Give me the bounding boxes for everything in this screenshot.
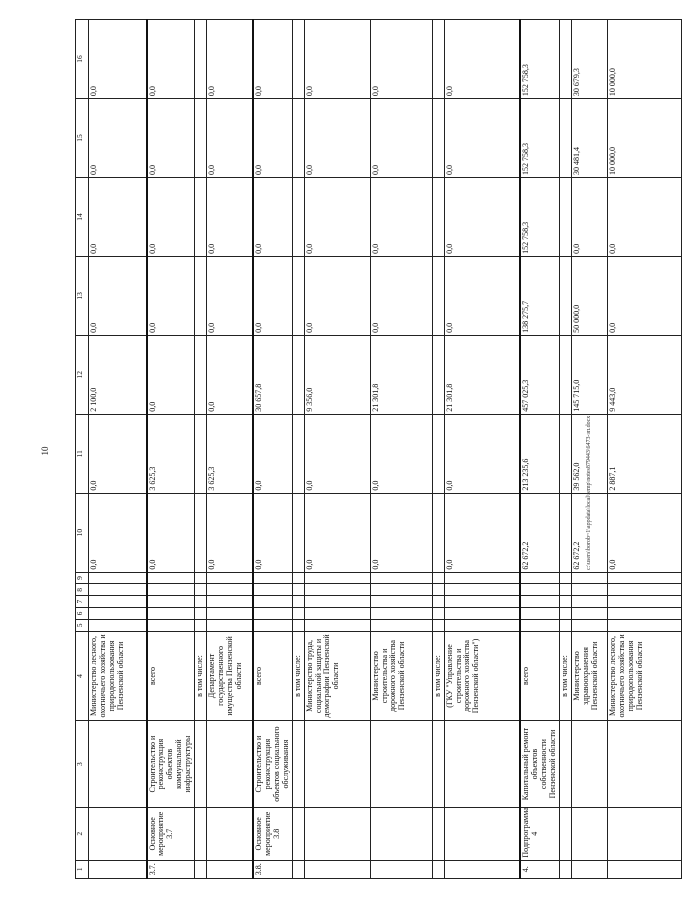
- cell-c6: [571, 608, 607, 620]
- cell-c2: [432, 807, 444, 860]
- cell-c3: [571, 721, 607, 808]
- cell-c8: [607, 584, 681, 596]
- cell-c13: 0,0: [253, 256, 292, 335]
- cell-c5: [571, 619, 607, 631]
- cell-c14: 0,0: [89, 177, 147, 256]
- cell-c4: в том числе:: [195, 631, 207, 720]
- cell-c1: [207, 860, 253, 878]
- cell-c5: [253, 619, 292, 631]
- cell-c6: [607, 608, 681, 620]
- header-row: [76, 20, 89, 879]
- cell-c15: 0,0: [147, 99, 195, 178]
- cell-c5: [304, 619, 370, 631]
- cell-c1: [89, 860, 147, 878]
- cell-c9: [147, 572, 195, 584]
- cell-c5: [370, 619, 432, 631]
- col-header-10: 10: [76, 493, 89, 572]
- cell-c7: [304, 596, 370, 608]
- cell-c10: [292, 493, 304, 572]
- col-header-12: 12: [76, 335, 89, 414]
- cell-c13: [559, 256, 571, 335]
- table-row: [370, 20, 432, 879]
- cell-c10: [432, 493, 444, 572]
- col-header-9: 9: [76, 572, 89, 584]
- cell-c15: [432, 99, 444, 178]
- cell-c5: [147, 619, 195, 631]
- cell-c11: 213 235,6: [520, 414, 559, 493]
- cell-c12: 457 025,3: [520, 335, 559, 414]
- cell-c12: 0,0: [147, 335, 195, 414]
- cell-c2: [607, 807, 681, 860]
- cell-c1: [559, 860, 571, 878]
- cell-c15: 0,0: [207, 99, 253, 178]
- cell-c2: [571, 807, 607, 860]
- cell-c15: 10 000,0: [607, 99, 681, 178]
- cell-c12: [559, 335, 571, 414]
- cell-c13: 0,0: [444, 256, 520, 335]
- col-header-11: 11: [76, 414, 89, 493]
- cell-c14: 0,0: [370, 177, 432, 256]
- cell-c7: [292, 596, 304, 608]
- cell-c1: [292, 860, 304, 878]
- cell-c10: 62 672,2: [571, 493, 607, 572]
- cell-c10: 0,0: [607, 493, 681, 572]
- cell-c7: [607, 596, 681, 608]
- cell-c2: [559, 807, 571, 860]
- col-header-13: 13: [76, 256, 89, 335]
- cell-c10: [195, 493, 207, 572]
- cell-c7: [147, 596, 195, 608]
- cell-c16: 0,0: [304, 20, 370, 99]
- cell-c16: 0,0: [89, 20, 147, 99]
- cell-c1: [432, 860, 444, 878]
- cell-c11: 0,0: [89, 414, 147, 493]
- cell-c10: 0,0: [304, 493, 370, 572]
- cell-c3: [195, 721, 207, 808]
- cell-c14: 0,0: [207, 177, 253, 256]
- cell-c8: [559, 584, 571, 596]
- cell-c8: [253, 584, 292, 596]
- cell-c10: 0,0: [253, 493, 292, 572]
- cell-c9: [432, 572, 444, 584]
- rotated-table-container: [75, 19, 644, 879]
- cell-c16: 0,0: [370, 20, 432, 99]
- col-header-15: 15: [76, 99, 89, 178]
- cell-c14: 0,0: [571, 177, 607, 256]
- cell-c7: [89, 596, 147, 608]
- cell-c3: Капитальный ремонт объектов собственности Пензенской области: [520, 721, 559, 808]
- cell-c16: [432, 20, 444, 99]
- cell-c9: [304, 572, 370, 584]
- cell-c6: [89, 608, 147, 620]
- cell-c7: [520, 596, 559, 608]
- cell-c16: [559, 20, 571, 99]
- col-header-1: 1: [76, 860, 89, 878]
- cell-c2: Подпрограмма 4: [520, 807, 559, 860]
- cell-c8: [147, 584, 195, 596]
- cell-c7: [559, 596, 571, 608]
- table-row: [607, 20, 681, 879]
- cell-c12: 21 301,8: [370, 335, 432, 414]
- cell-c7: [195, 596, 207, 608]
- cell-c2: [444, 807, 520, 860]
- cell-c11: [559, 414, 571, 493]
- cell-c3: Строительство и реконструкция объектов социального обслуживания: [253, 721, 292, 808]
- cell-c9: [207, 572, 253, 584]
- cell-c3: [432, 721, 444, 808]
- cell-c15: 30 481,4: [571, 99, 607, 178]
- cell-c16: [195, 20, 207, 99]
- cell-c2: [207, 807, 253, 860]
- cell-c4: Департамент государственного имущества Пензенской области: [207, 631, 253, 720]
- cell-c11: 0,0: [370, 414, 432, 493]
- table-row: [253, 20, 292, 879]
- cell-c13: [195, 256, 207, 335]
- cell-c6: [292, 608, 304, 620]
- cell-c6: [432, 608, 444, 620]
- cell-c16: 10 000,0: [607, 20, 681, 99]
- cell-c3: [370, 721, 432, 808]
- cell-c12: [432, 335, 444, 414]
- cell-c16: 152 758,3: [520, 20, 559, 99]
- cell-c14: 0,0: [607, 177, 681, 256]
- cell-c15: [195, 99, 207, 178]
- cell-c9: [253, 572, 292, 584]
- col-header-5: 5: [76, 619, 89, 631]
- cell-c12: [195, 335, 207, 414]
- table-row: [147, 20, 195, 879]
- cell-c1: 4.: [520, 860, 559, 878]
- cell-c5: [195, 619, 207, 631]
- cell-c5: [89, 619, 147, 631]
- cell-c7: [444, 596, 520, 608]
- cell-c9: [370, 572, 432, 584]
- cell-c9: [292, 572, 304, 584]
- cell-c2: [304, 807, 370, 860]
- cell-c4: всего: [147, 631, 195, 720]
- cell-c5: [444, 619, 520, 631]
- cell-c15: 0,0: [304, 99, 370, 178]
- cell-c10: 0,0: [370, 493, 432, 572]
- table-row: [195, 20, 207, 879]
- table-row: [432, 20, 444, 879]
- cell-c15: 0,0: [253, 99, 292, 178]
- cell-c3: Строительство и реконструкция объектов коммунальной инфраструктуры: [147, 721, 195, 808]
- cell-c13: [432, 256, 444, 335]
- cell-c8: [292, 584, 304, 596]
- cell-c14: [432, 177, 444, 256]
- cell-c5: [520, 619, 559, 631]
- table-row: [89, 20, 147, 879]
- cell-c15: 0,0: [89, 99, 147, 178]
- cell-c7: [571, 596, 607, 608]
- cell-c11: [432, 414, 444, 493]
- cell-c2: [370, 807, 432, 860]
- cell-c4: Министерство труда, социальной защиты и демографии Пензенской области: [304, 631, 370, 720]
- cell-c9: [559, 572, 571, 584]
- cell-c13: 0,0: [607, 256, 681, 335]
- cell-c3: [89, 721, 147, 808]
- table-row: [207, 20, 253, 879]
- cell-c4: Министерство лесного, охотничьего хозяйства и природопользования Пензенской области: [89, 631, 147, 720]
- cell-c14: 0,0: [147, 177, 195, 256]
- table-row: [444, 20, 520, 879]
- cell-c6: [520, 608, 559, 620]
- cell-c8: [207, 584, 253, 596]
- col-header-4: 4: [76, 631, 89, 720]
- cell-c11: [195, 414, 207, 493]
- cell-c2: [195, 807, 207, 860]
- cell-c5: [292, 619, 304, 631]
- cell-c10: 0,0: [444, 493, 520, 572]
- cell-c16: 0,0: [253, 20, 292, 99]
- cell-c13: 138 275,7: [520, 256, 559, 335]
- cell-c9: [571, 572, 607, 584]
- cell-c15: [559, 99, 571, 178]
- cell-c1: 3.7.: [147, 860, 195, 878]
- cell-c11: 39 562,0: [571, 414, 607, 493]
- cell-c14: 0,0: [253, 177, 292, 256]
- col-header-3: 3: [76, 721, 89, 808]
- cell-c1: [195, 860, 207, 878]
- col-header-8: 8: [76, 584, 89, 596]
- cell-c1: [444, 860, 520, 878]
- cell-c3: [207, 721, 253, 808]
- cell-c16: 0,0: [147, 20, 195, 99]
- cell-c7: [370, 596, 432, 608]
- cell-c6: [207, 608, 253, 620]
- cell-c8: [444, 584, 520, 596]
- cell-c12: 9 356,0: [304, 335, 370, 414]
- cell-c8: [432, 584, 444, 596]
- cell-c14: 0,0: [444, 177, 520, 256]
- cell-c13: 50 000,0: [571, 256, 607, 335]
- cell-c13: 0,0: [370, 256, 432, 335]
- cell-c5: [207, 619, 253, 631]
- cell-c6: [147, 608, 195, 620]
- cell-c9: [607, 572, 681, 584]
- cell-c10: 0,0: [89, 493, 147, 572]
- cell-c16: [292, 20, 304, 99]
- table-row: [559, 20, 571, 879]
- cell-c11: 0,0: [444, 414, 520, 493]
- cell-c1: 3.8.: [253, 860, 292, 878]
- cell-c4: всего: [253, 631, 292, 720]
- cell-c4: в том числе:: [559, 631, 571, 720]
- cell-c4: Министерство здравоохранения Пензенской области: [571, 631, 607, 720]
- cell-c5: [559, 619, 571, 631]
- cell-c10: 62 672,2: [520, 493, 559, 572]
- cell-c3: [607, 721, 681, 808]
- cell-c14: 152 758,3: [520, 177, 559, 256]
- cell-c13: 0,0: [147, 256, 195, 335]
- cell-c12: 30 657,8: [253, 335, 292, 414]
- cell-c2: Основное мероприятие 3.7: [147, 807, 195, 860]
- cell-c15: 0,0: [444, 99, 520, 178]
- cell-c16: 30 679,3: [571, 20, 607, 99]
- cell-c2: Основное мероприятие 3.8: [253, 807, 292, 860]
- cell-c12: 145 715,0: [571, 335, 607, 414]
- cell-c12: 9 443,0: [607, 335, 681, 414]
- cell-c9: [89, 572, 147, 584]
- cell-c11: 2 887,1: [607, 414, 681, 493]
- cell-c8: [89, 584, 147, 596]
- cell-c8: [304, 584, 370, 596]
- col-header-16: 16: [76, 20, 89, 99]
- cell-c12: 0,0: [207, 335, 253, 414]
- cell-c11: 3 625,3: [147, 414, 195, 493]
- cell-c2: [292, 807, 304, 860]
- cell-c3: [444, 721, 520, 808]
- table-row: [304, 20, 370, 879]
- cell-c8: [520, 584, 559, 596]
- cell-c4: Министерство строительства и дорожного хозяйства Пензенской области: [370, 631, 432, 720]
- cell-c6: [304, 608, 370, 620]
- cell-c7: [432, 596, 444, 608]
- cell-c14: 0,0: [304, 177, 370, 256]
- table-row: [292, 20, 304, 879]
- cell-c5: [432, 619, 444, 631]
- cell-c11: [292, 414, 304, 493]
- cell-c4: в том числе:: [292, 631, 304, 720]
- cell-c6: [559, 608, 571, 620]
- cell-c14: [292, 177, 304, 256]
- cell-c3: [292, 721, 304, 808]
- cell-c9: [195, 572, 207, 584]
- col-header-7: 7: [76, 596, 89, 608]
- cell-c7: [253, 596, 292, 608]
- cell-c5: [607, 619, 681, 631]
- cell-c8: [571, 584, 607, 596]
- cell-c10: 0,0: [147, 493, 195, 572]
- cell-c10: 0,0: [207, 493, 253, 572]
- cell-c11: 0,0: [304, 414, 370, 493]
- cell-c15: 0,0: [370, 99, 432, 178]
- cell-c10: [559, 493, 571, 572]
- cell-c12: 2 100,0: [89, 335, 147, 414]
- cell-c1: [607, 860, 681, 878]
- page-number: 10: [40, 446, 50, 456]
- cell-c13: 0,0: [207, 256, 253, 335]
- cell-c11: 0,0: [253, 414, 292, 493]
- cell-c2: [89, 807, 147, 860]
- cell-c13: [292, 256, 304, 335]
- cell-c6: [253, 608, 292, 620]
- cell-c4: Министерство лесного, охотничьего хозяйства и природопользования Пензенской области: [607, 631, 681, 720]
- cell-c13: 0,0: [304, 256, 370, 335]
- cell-c1: [370, 860, 432, 878]
- cell-c9: [520, 572, 559, 584]
- cell-c8: [370, 584, 432, 596]
- cell-c12: 21 301,8: [444, 335, 520, 414]
- cell-c1: [571, 860, 607, 878]
- cell-c6: [370, 608, 432, 620]
- cell-c15: 152 758,3: [520, 99, 559, 178]
- cell-c12: [292, 335, 304, 414]
- footer-file-path: c:\users\borob~1\appdata\local\temp\notes879443\6473-зп.docx: [586, 415, 592, 570]
- table-row: [520, 20, 559, 879]
- cell-c7: [207, 596, 253, 608]
- cell-c4: (ГКУ "Управление строительства и дорожного хозяйства Пензенской области"): [444, 631, 520, 720]
- cell-c13: 0,0: [89, 256, 147, 335]
- cell-c15: [292, 99, 304, 178]
- col-header-14: 14: [76, 177, 89, 256]
- cell-c14: [195, 177, 207, 256]
- cell-c9: [444, 572, 520, 584]
- cell-c3: [304, 721, 370, 808]
- cell-c4: всего: [520, 631, 559, 720]
- cell-c1: [304, 860, 370, 878]
- col-header-2: 2: [76, 807, 89, 860]
- cell-c16: 0,0: [207, 20, 253, 99]
- cell-c14: [559, 177, 571, 256]
- cell-c8: [195, 584, 207, 596]
- col-header-6: 6: [76, 608, 89, 620]
- cell-c11: 3 625,3: [207, 414, 253, 493]
- cell-c16: 0,0: [444, 20, 520, 99]
- cell-c4: в том числе:: [432, 631, 444, 720]
- cell-c3: [559, 721, 571, 808]
- cell-c6: [195, 608, 207, 620]
- cell-c6: [444, 608, 520, 620]
